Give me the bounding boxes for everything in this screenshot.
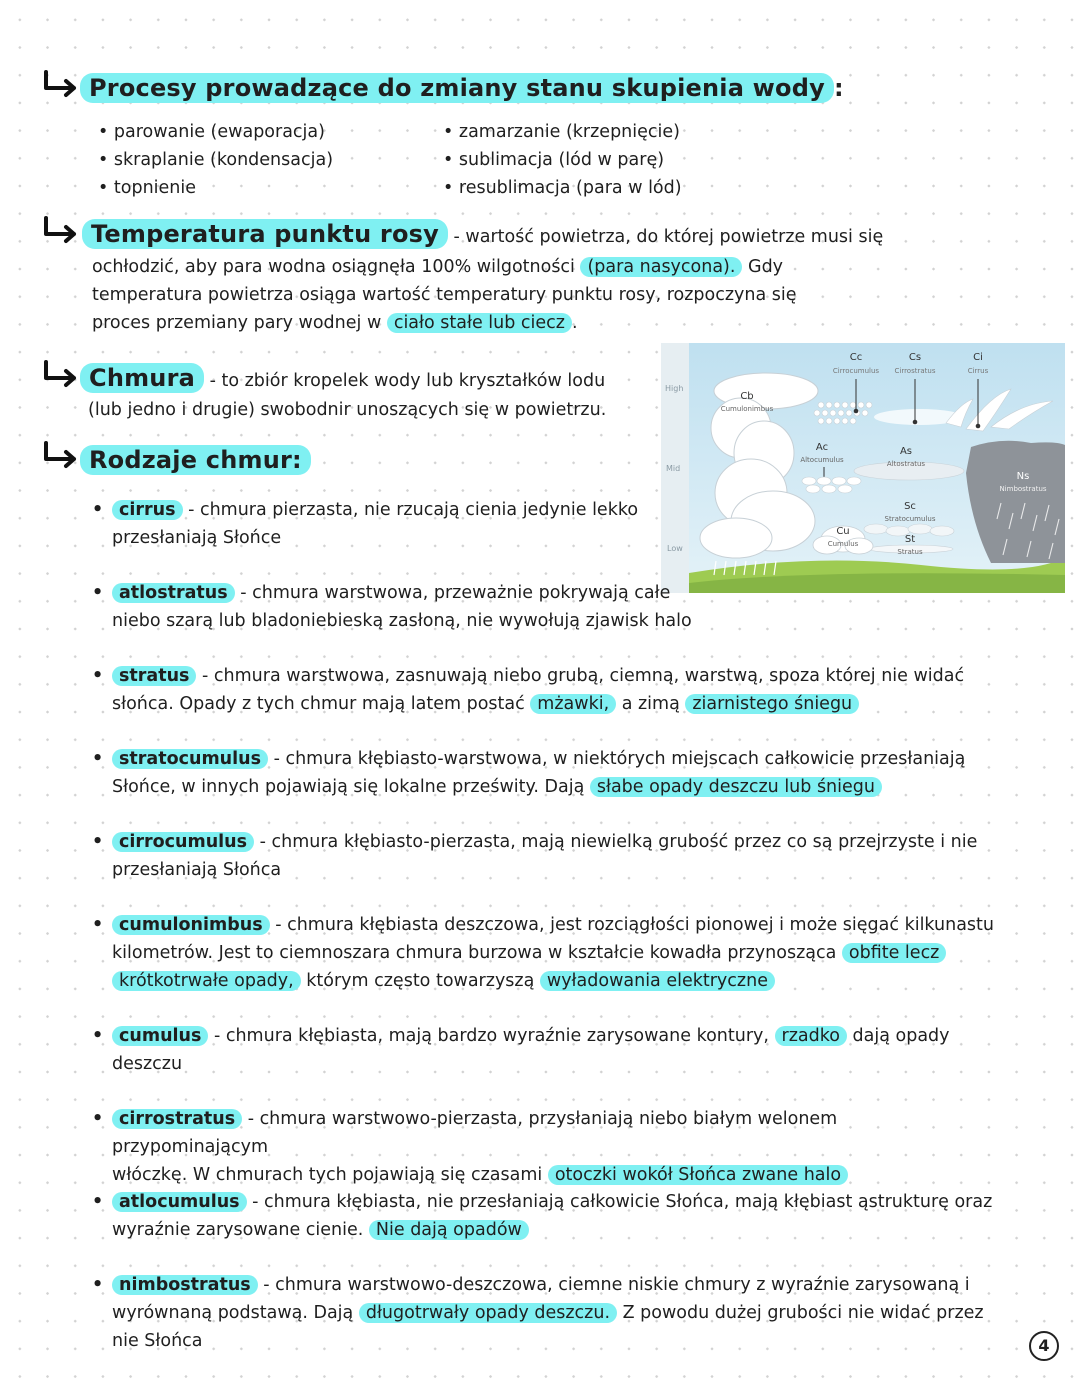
cloud-type-item: • stratus - chmura warstwowa, zasnuwają niebo grubą, ciemną, warstwą, spoza której nie widać słońca. Opady z tych chmur mają latem postać mżawki, a zimą ziarnistego śniegu	[92, 666, 965, 714]
label-ac: Ac	[815, 442, 829, 453]
cloud-type-item: • atlocumulus - chmura kłębiasta, nie przesłaniają całkowicie Słońca, mają kłębiast ąstrukturę oraz wyraźnie zarysowane cienie. Nie dają opadów	[92, 1192, 993, 1240]
cloud-term: cumulonimbus	[112, 915, 270, 935]
heading-highlight: Procesy prowadzące do zmiany stanu skupienia wody	[80, 73, 834, 103]
label-cirrocumulus: Cirrocumulus	[832, 367, 880, 375]
list-item: • skraplanie (kondensacja)	[98, 146, 333, 174]
cloud-type-item: • cumulonimbus - chmura kłębiasta deszczowa, jest rozciągłości pionowej i może sięgać kilkunastu kilometrów. Jest to ciemnoszara chmura burzowa w kształcie kowadła przynosząca obfite lecz krótkotrwałe opady, którym często towarzyszą wyładowania elektryczne	[92, 915, 995, 991]
cloud-term: stratus	[112, 666, 196, 686]
cloud-term: nimbostratus	[112, 1275, 258, 1295]
label-cc: Cc	[849, 352, 863, 363]
label-cb: Cb	[740, 391, 754, 402]
label-nimbostratus: Nimbostratus	[999, 485, 1047, 493]
page-number: 4	[1029, 1331, 1059, 1361]
level-label-low: Low	[667, 544, 683, 553]
arrow-icon	[40, 360, 80, 390]
label-altocumulus: Altocumulus	[800, 456, 844, 464]
cloud-term: cirrostratus	[112, 1109, 242, 1129]
level-label-mid: Mid	[666, 464, 681, 473]
arrow-icon	[40, 216, 80, 246]
level-label-high: High	[665, 384, 684, 393]
dew-point-first-line: Temperatura punktu rosy - wartość powietrza, do której powietrze musi się	[82, 220, 883, 251]
cloud-term: cirrus	[112, 500, 183, 520]
label-stratus: Stratus	[897, 548, 923, 556]
cloud-type-item: • stratocumulus - chmura kłębiasto-warstwowa, w niektórych miejscach całkowicie przesłaniają Słońce, w innych pojawiają się lokalne prześwity. Dają słabe opady deszczu lub śniegu	[92, 749, 966, 797]
processes-list-right	[443, 118, 682, 202]
cloud-types-diagram	[661, 343, 1065, 593]
cloud-type-item: • cirrostratus - chmura warstwowo-pierzasta, przysłaniają niebo białym welonem przypominającym włóczkę. W chmurach tych pojawiają się czasami otoczki wokół Słońca zwane halo	[96, 1105, 996, 1189]
dew-point-definition: ochłodzić, aby para wodna osiągnęła 100% wilgotności (para nasycona). Gdy temperatura powietrza osiąga wartość temperatury punktu rosy, rozpoczyna się proces przemiany pary wodnej w ciało stałe lub ciecz .	[92, 257, 797, 333]
label-cu: Cu	[836, 526, 850, 537]
label-cumulonimbus: Cumulonimbus	[720, 405, 774, 413]
list-item: • topnienie	[98, 174, 333, 202]
label-cirrostratus: Cirrostratus	[894, 367, 936, 375]
dew-point-heading: Temperatura punktu rosy	[82, 219, 448, 249]
cloud-type-item: • cumulus - chmura kłębiasta, mają bardzo wyraźnie zarysowane kontury, rzadko dają opady deszczu	[92, 1026, 950, 1074]
label-ns: Ns	[1016, 471, 1030, 482]
cloud-type-item: • nimbostratus - chmura warstwowo-deszczowa, ciemne niskie chmury z wyraźnie zarysowaną i wyrównaną podstawą. Dają długotrwały opady deszczu. Z powodu dużej grubości nie widać przez nie Słońca	[92, 1275, 984, 1351]
section-heading-processes: Procesy prowadzące do zmiany stanu skupienia wody :	[80, 74, 844, 102]
label-ci: Ci	[973, 352, 983, 363]
cloud-term: stratocumulus	[112, 749, 268, 769]
cloud-term: cumulus	[112, 1026, 208, 1046]
cloud-definition-first-line: Chmura - to zbiór kropelek wody lub kryształków lodu	[80, 364, 605, 395]
arrow-icon	[40, 70, 80, 100]
label-st: St	[904, 534, 916, 545]
label-cs: Cs	[908, 352, 922, 363]
cloud-term: cirrocumulus	[112, 832, 254, 852]
list-item: • sublimacja (lód w parę)	[443, 146, 682, 174]
label-as: As	[899, 446, 913, 457]
list-item: • zamarzanie (krzepnięcie)	[443, 118, 682, 146]
list-item: • parowanie (ewaporacja)	[98, 118, 333, 146]
processes-list-left	[98, 118, 333, 202]
cloud-heading: Chmura	[80, 363, 204, 393]
label-cumulus: Cumulus	[827, 540, 859, 548]
cloud-type-item: • cirrocumulus - chmura kłębiasto-pierzasta, mają niewielką grubość przez co są przejrzyste i nie przesłaniają Słońca	[92, 832, 978, 880]
list-item: • resublimacja (para w lód)	[443, 174, 682, 202]
label-sc: Sc	[904, 501, 916, 512]
cloud-term: atlostratus	[112, 583, 235, 603]
cloud-term: atlocumulus	[112, 1192, 247, 1212]
label-cirrus: Cirrus	[967, 367, 989, 375]
cloud-type-item: • atlostratus - chmura warstwowa, przeważnie pokrywają całe niebo szarą lub bladoniebieską zasłoną, nie wywołują zjawisk halo	[92, 583, 692, 631]
cloud-type-item: • cirrus - chmura pierzasta, nie rzucają cienia jedynie lekko przesłaniają Słońce	[92, 500, 639, 548]
label-stratocumulus: Stratocumulus	[884, 515, 936, 523]
label-altostratus: Altostratus	[886, 460, 926, 468]
cloud-definition-second-line: (lub jedno i drugie) swobodnir unoszących się w powietrzu.	[88, 400, 607, 420]
cloud-types-heading: Rodzaje chmur:	[80, 446, 311, 474]
arrow-icon	[40, 441, 80, 471]
